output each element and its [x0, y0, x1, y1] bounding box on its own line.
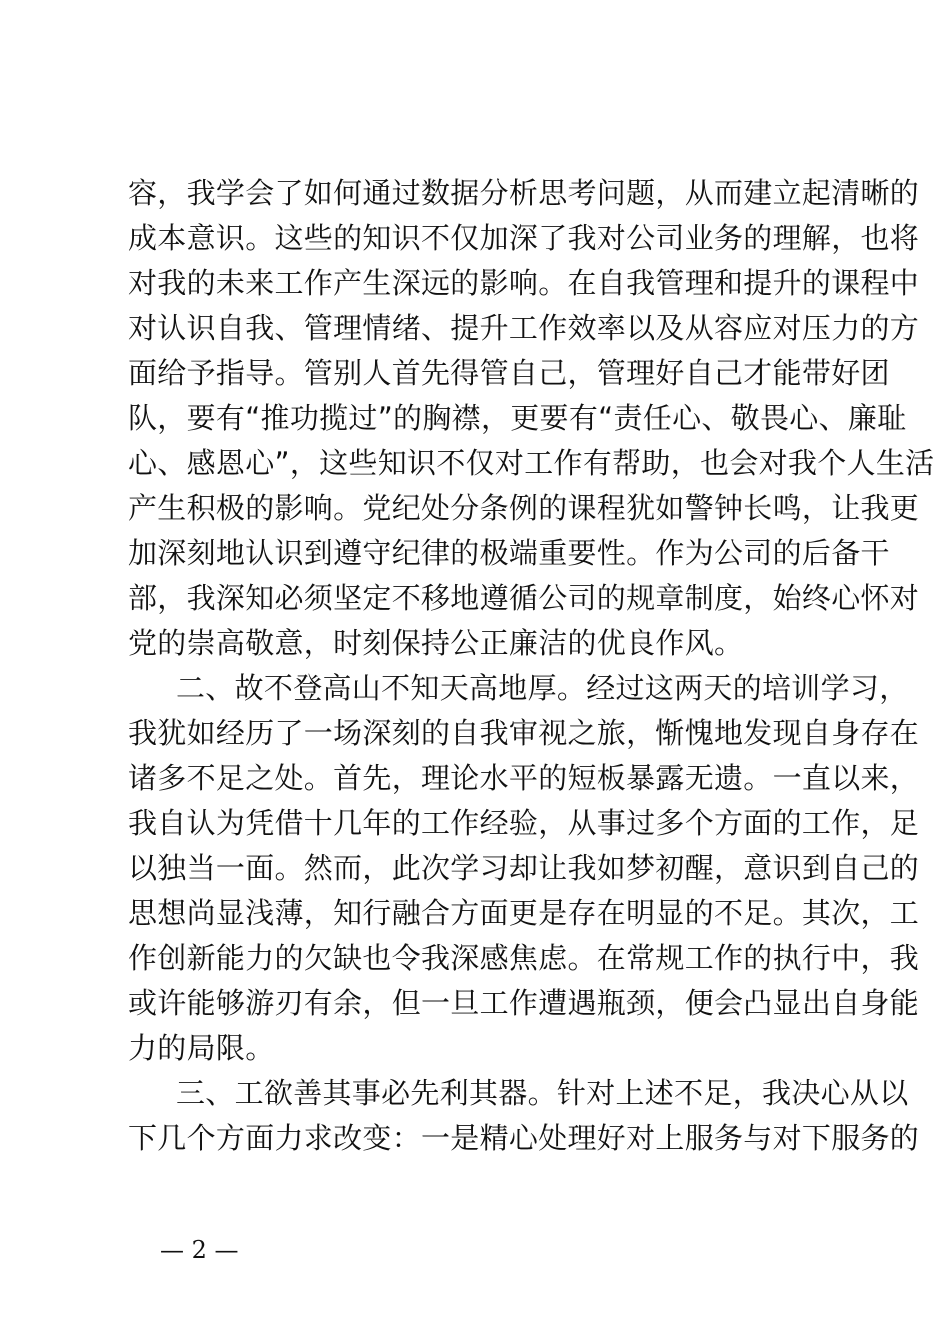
body-text-line: 容，我学会了如何通过数据分析思考问题，从而建立起清晰的 [128, 176, 920, 210]
body-text-line: 思想尚显浅薄，知行融合方面更是存在明显的不足。其次，工 [128, 896, 920, 930]
paragraph-heading-line: 三、工欲善其事必先利其器。针对上述不足，我决心从以 [176, 1076, 909, 1110]
body-text-line: 或许能够游刃有余，但一旦工作遭遇瓶颈，便会凸显出自身能 [128, 986, 920, 1020]
body-text-line: 下几个方面力求改变：一是精心处理好对上服务与对下服务的 [128, 1121, 920, 1155]
body-text-line: 对我的未来工作产生深远的影响。在自我管理和提升的课程中 [128, 266, 920, 300]
page-number: — 2 — [160, 1236, 239, 1264]
body-text-line: 我自认为凭借十几年的工作经验，从事过多个方面的工作，足 [128, 806, 920, 840]
body-text-line: 以独当一面。然而，此次学习却让我如梦初醒，意识到自己的 [128, 851, 920, 885]
body-text-line: 成本意识。这些的知识不仅加深了我对公司业务的理解，也将 [128, 221, 920, 255]
body-text-line: 加深刻地认识到遵守纪律的极端重要性。作为公司的后备干 [128, 536, 890, 570]
body-text-line: 作创新能力的欠缺也令我深感焦虑。在常规工作的执行中，我 [128, 941, 920, 975]
body-text-line: 队，要有“推功揽过”的胸襟，更要有“责任心、敬畏心、廉耻 [128, 401, 907, 435]
body-text-line: 对认识自我、管理情绪、提升工作效率以及从容应对压力的方 [128, 311, 920, 345]
body-text-line: 心、感恩心”，这些知识不仅对工作有帮助，也会对我个人生活 [128, 446, 935, 480]
body-text-line: 力的局限。 [128, 1031, 275, 1065]
body-text-line: 诸多不足之处。首先，理论水平的短板暴露无遗。一直以来， [128, 761, 920, 795]
body-text-line: 部，我深知必须坚定不移地遵循公司的规章制度，始终心怀对 [128, 581, 920, 615]
body-text-line: 党的崇高敬意，时刻保持公正廉洁的优良作风。 [128, 626, 744, 660]
body-text-line: 产生积极的影响。党纪处分条例的课程犹如警钟长鸣，让我更 [128, 491, 920, 525]
body-text-line: 我犹如经历了一场深刻的自我审视之旅，惭愧地发现自身存在 [128, 716, 920, 750]
body-text-line: 面给予指导。管别人首先得管自己，管理好自己才能带好团 [128, 356, 890, 390]
paragraph-heading-line: 二、故不登高山不知天高地厚。经过这两天的培训学习， [176, 671, 909, 705]
